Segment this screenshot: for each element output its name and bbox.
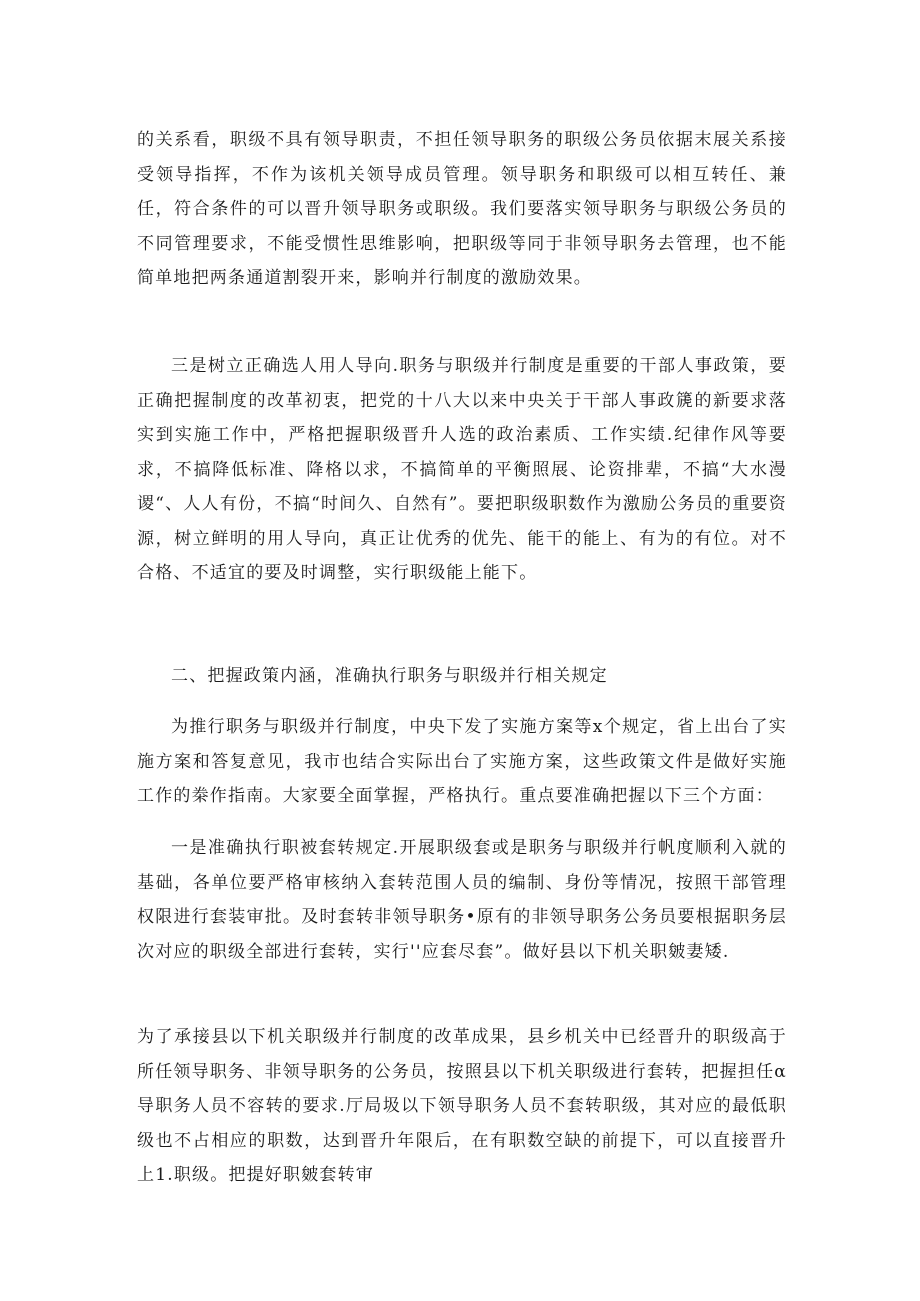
paragraph-selection-orientation: 三是树立正确选人用人导向.职务与职级并行制度是重要的干部人事政策，要正确把握制度的改革初衷，把党的十八大以来中央关于干部人事政篪的新要求落实到实施工作中，严格把握职级晋升人选的政治素质、工作实绩.纪律作风等要求，不搞降低标准、降格以求，不搞简单的平衡照展、论资排辈，不搞“大水漫谡“、人人有份，不搞“时间久、自然有”。要把职级职数作为激励公务员的重要资源，树立鲜明的用人导向，真正让优秀的优先、能干的能上、有为的有位。对不合格、不适宜的要及时调整，实行职级能上能下。 [137,356,787,583]
paragraph-policy-documents: 为推行职务与职级并行制度，中央下发了实施方案等x个规定，省上出台了实施方案和答复意见，我市也结合实际出台了实施方案，这些政策文件是做好实施工作的桊作指南。大家要全面掌握，严格执行。重点要准确把握以下三个方面： [137,717,787,806]
paragraph-leadership-vs-rank: 的关系看，职级不具有领导职责，不担任领导职务的职级公务员依据末展关系接受领导指挥，不作为该机关领导成员管理。领导职务和职级可以相互转任、兼任，符合条件的可以晋升领导职务或职级。我们要落实领导职务与职级公务员的不同管理要求，不能受惯性思维影响，把职级等同于非领导职务去管理，也不能简单地把两条通道割裂开来，影响并行制度的激励效果。 [137,130,787,288]
section-heading-two: 二、把握政策内涵，准确执行职务与职级并行相关规定 [171,666,608,686]
paragraph-conversion-rules: 一是准确执行职被套转规定.开展职级套或是职务与职级并行帆度顺利入就的基础，各单位要严格审核纳入套转范围人员的编制、身份等情况，按照干部管理权限进行套装审批。及时套转非领导职务•原有的非领导职务公务员要根据职务层次对应的职级全部进行套转，实行''应套尽套”。做好县以下机关职皴妻矮. [137,838,787,962]
paragraph-county-conversion: 为了承接县以下机关职级并行制度的改革成果，县乡机关中已经晋升的职级高于所任领导职务、非领导职务的公务员，按照县以下机关职级进行套转，把握担任α导职务人员不容转的要求.厅局圾以下领导职务人员不套转职级，其对应的最低职级也不占相应的职数，达到晋升年限后，在有职数空缺的前提下，可以直接晋升上1.职级。把提好职皴套转审 [137,1027,787,1185]
